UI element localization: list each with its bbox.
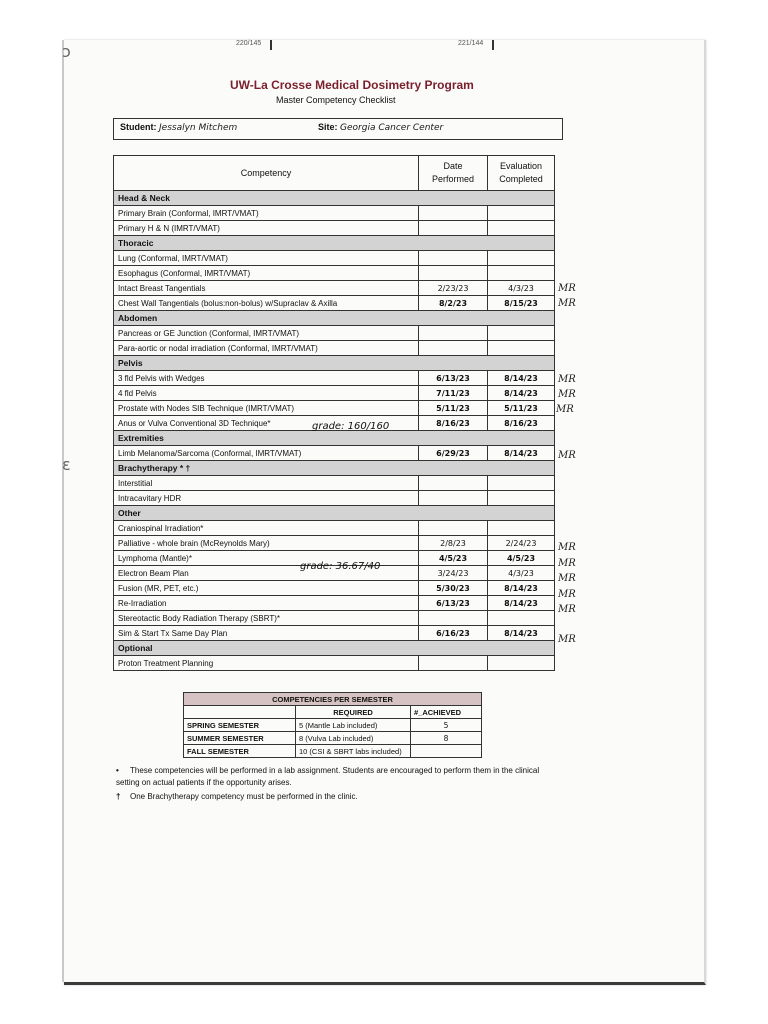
evaluation-completed [488, 326, 555, 341]
section-title: Optional [114, 641, 555, 656]
evaluation-completed: 8/14/23 [488, 446, 555, 461]
footnote-star-text: These competencies will be performed in a lab assignment. Students are encouraged to perform them in the clinical setting on actual patients if the opportunity arises. [116, 766, 540, 787]
header-competency: Competency [114, 156, 419, 191]
date-performed [419, 326, 488, 341]
evaluation-completed [488, 266, 555, 281]
date-performed: 2/8/23 [419, 536, 488, 551]
evaluation-completed: 4/3/23 [488, 281, 555, 296]
site-name: Georgia Cancer Center [340, 123, 444, 133]
competency-row [114, 401, 555, 416]
evaluation-completed: 4/3/23 [488, 566, 555, 581]
competency-row [114, 266, 555, 281]
section-title: Extremities [114, 431, 555, 446]
header-evaluation-completed: Evaluation Completed [488, 156, 555, 191]
date-performed [419, 251, 488, 266]
initials-sim-start: MR [558, 634, 576, 645]
semester-achieved [411, 745, 482, 758]
evaluation-completed: 4/5/23 [488, 551, 555, 566]
initials-4fld-pelvis: MR [558, 389, 576, 400]
section-header-row [114, 431, 555, 446]
competency-row [114, 521, 555, 536]
competency-row [114, 206, 555, 221]
date-performed: 8/16/23 [419, 416, 488, 431]
initials-electron: MR [558, 573, 576, 584]
competency-name: Pancreas or GE Junction (Conformal, IMRT/VMAT) [114, 326, 419, 341]
evaluation-completed: 8/14/23 [488, 581, 555, 596]
semester-name: FALL SEMESTER [184, 745, 296, 758]
date-performed: 7/11/23 [419, 386, 488, 401]
header-date-performed: Date Performed [419, 156, 488, 191]
evaluation-completed [488, 656, 555, 671]
semester-achieved: 5 [411, 719, 482, 732]
competency-name: Esophagus (Conformal, IMRT/VMAT) [114, 266, 419, 281]
competency-row [114, 221, 555, 236]
page-number-right: 221/144 [458, 40, 484, 47]
section-header-row [114, 356, 555, 371]
semester-achieved: 8 [411, 732, 482, 745]
competency-name: Lymphoma (Mantle)* [114, 551, 419, 566]
section-title: Thoracic [114, 236, 555, 251]
semester-name: SUMMER SEMESTER [184, 732, 296, 745]
competency-name: Intracavitary HDR [114, 491, 419, 506]
section-title: Other [114, 506, 555, 521]
semester-table-title: COMPETENCIES PER SEMESTER [184, 693, 482, 706]
evaluation-completed [488, 341, 555, 356]
semester-header-blank [184, 706, 296, 719]
section-header-row [114, 506, 555, 521]
document-title: UW-La Crosse Medical Dosimetry Program [230, 78, 474, 92]
date-performed: 3/24/23 [419, 566, 488, 581]
date-performed [419, 221, 488, 236]
competency-name: Chest Wall Tangentials (bolus:non-bolus) w/Supraclav & Axilla [114, 296, 419, 311]
section-header-row [114, 236, 555, 251]
competency-name: Interstitial [114, 476, 419, 491]
section-header-row [114, 641, 555, 656]
initials-intact-breast: MR [558, 283, 576, 294]
competency-row [114, 281, 555, 296]
competency-row [114, 446, 555, 461]
site-label: Site: [318, 122, 338, 132]
competency-name: Para-aortic or nodal irradiation (Conformal, IMRT/VMAT) [114, 341, 419, 356]
student-label: Student: [120, 122, 157, 132]
section-title: Brachytherapy * † [114, 461, 555, 476]
date-performed: 5/30/23 [419, 581, 488, 596]
student-name: Jessalyn Mitchem [159, 123, 238, 133]
semester-header-required: REQUIRED [296, 706, 411, 719]
evaluation-completed: 8/14/23 [488, 626, 555, 641]
competency-name: Fusion (MR, PET, etc.) [114, 581, 419, 596]
date-performed: 8/2/23 [419, 296, 488, 311]
competency-name: Sim & Start Tx Same Day Plan [114, 626, 419, 641]
initials-prostate: MR [556, 404, 574, 415]
evaluation-completed: 8/14/23 [488, 371, 555, 386]
date-performed: 5/11/23 [419, 401, 488, 416]
binder-hole-mark-middle: ɛ [62, 455, 71, 474]
competency-name: Stereotactic Body Radiation Therapy (SBRT)* [114, 611, 419, 626]
date-performed [419, 491, 488, 506]
semester-required: 8 (Vulva Lab included) [296, 732, 411, 745]
competency-row [114, 341, 555, 356]
initials-chest-wall: MR [558, 298, 576, 309]
bullet-symbol: • [116, 766, 119, 775]
competency-name: Limb Melanoma/Sarcoma (Conformal, IMRT/VMAT) [114, 446, 419, 461]
footnote-dagger-text: One Brachytherapy competency must be performed in the clinic. [130, 792, 358, 801]
competency-name: Primary Brain (Conformal, IMRT/VMAT) [114, 206, 419, 221]
section-header-row [114, 191, 555, 206]
section-header-row [114, 461, 555, 476]
competency-name: Proton Treatment Planning [114, 656, 419, 671]
evaluation-completed: 5/11/23 [488, 401, 555, 416]
semester-row [184, 719, 482, 732]
student-label-group [120, 122, 237, 133]
evaluation-completed [488, 491, 555, 506]
evaluation-completed: 8/15/23 [488, 296, 555, 311]
competency-row [114, 326, 555, 341]
dagger-symbol: † [116, 792, 121, 801]
section-title: Head & Neck [114, 191, 555, 206]
semester-row [184, 732, 482, 745]
document-subtitle: Master Competency Checklist [276, 95, 396, 105]
semester-required: 5 (Mantle Lab included) [296, 719, 411, 732]
date-performed: 2/23/23 [419, 281, 488, 296]
competency-name: 3 fld Pelvis with Wedges [114, 371, 419, 386]
semester-required: 10 (CSI & SBRT labs included) [296, 745, 411, 758]
grade-anus-vulva: grade: 160/160 [312, 421, 390, 432]
initials-lymphoma: MR [558, 558, 576, 569]
page-marker-right [492, 40, 494, 50]
competency-name: Intact Breast Tangentials [114, 281, 419, 296]
evaluation-completed: 8/16/23 [488, 416, 555, 431]
competency-name: Primary H & N (IMRT/VMAT) [114, 221, 419, 236]
competency-name: 4 fld Pelvis [114, 386, 419, 401]
evaluation-completed [488, 206, 555, 221]
date-performed: 6/29/23 [419, 446, 488, 461]
date-performed: 4/5/23 [419, 551, 488, 566]
date-performed [419, 611, 488, 626]
competency-name: Palliative - whole brain (McReynolds Mary) [114, 536, 419, 551]
competency-name: Electron Beam Plan [114, 566, 419, 581]
date-performed [419, 521, 488, 536]
competency-row [114, 626, 555, 641]
section-header-row [114, 311, 555, 326]
date-performed: 6/13/23 [419, 596, 488, 611]
competency-name: Prostate with Nodes SIB Technique (IMRT/VMAT) [114, 401, 419, 416]
competency-name: Lung (Conformal, IMRT/VMAT) [114, 251, 419, 266]
evaluation-completed: 8/14/23 [488, 386, 555, 401]
competency-row [114, 371, 555, 386]
footnote-dagger [116, 791, 556, 803]
competency-row [114, 251, 555, 266]
competency-row [114, 296, 555, 311]
date-performed [419, 206, 488, 221]
competency-name: Craniospinal Irradiation* [114, 521, 419, 536]
competency-name: Re-Irradiation [114, 596, 419, 611]
page-marker-left [270, 40, 272, 50]
date-performed [419, 266, 488, 281]
competency-row [114, 596, 555, 611]
competency-row [114, 581, 555, 596]
section-title: Pelvis [114, 356, 555, 371]
footnote-star [116, 765, 556, 789]
initials-limb-melanoma: MR [558, 450, 576, 461]
initials-fusion: MR [558, 589, 576, 600]
evaluation-completed [488, 221, 555, 236]
date-performed [419, 656, 488, 671]
evaluation-completed: 2/24/23 [488, 536, 555, 551]
initials-palliative: MR [558, 542, 576, 553]
competency-row [114, 536, 555, 551]
evaluation-completed: 8/14/23 [488, 596, 555, 611]
section-title: Abdomen [114, 311, 555, 326]
initials-3fld-pelvis: MR [558, 374, 576, 385]
semester-header-achieved: #_ACHIEVED [411, 706, 482, 719]
competency-row [114, 476, 555, 491]
date-performed [419, 341, 488, 356]
evaluation-completed [488, 611, 555, 626]
evaluation-completed [488, 521, 555, 536]
grade-lymphoma: grade: 36.67/40 [300, 561, 381, 572]
competency-table-header [114, 156, 555, 191]
competency-row [114, 386, 555, 401]
site-label-group [318, 122, 443, 133]
evaluation-completed [488, 251, 555, 266]
evaluation-completed [488, 476, 555, 491]
date-performed: 6/16/23 [419, 626, 488, 641]
competency-table [113, 155, 555, 671]
competency-name: Anus or Vulva Conventional 3D Technique* [114, 416, 419, 431]
semester-row [184, 745, 482, 758]
competency-row [114, 611, 555, 626]
semester-name: SPRING SEMESTER [184, 719, 296, 732]
initials-reirradiation: MR [558, 604, 576, 615]
competency-row [114, 656, 555, 671]
binder-hole-mark-top: ɔ [62, 42, 71, 61]
competency-row [114, 491, 555, 506]
page-number-left: 220/145 [236, 40, 262, 47]
semester-table [183, 692, 482, 758]
date-performed: 6/13/23 [419, 371, 488, 386]
date-performed [419, 476, 488, 491]
